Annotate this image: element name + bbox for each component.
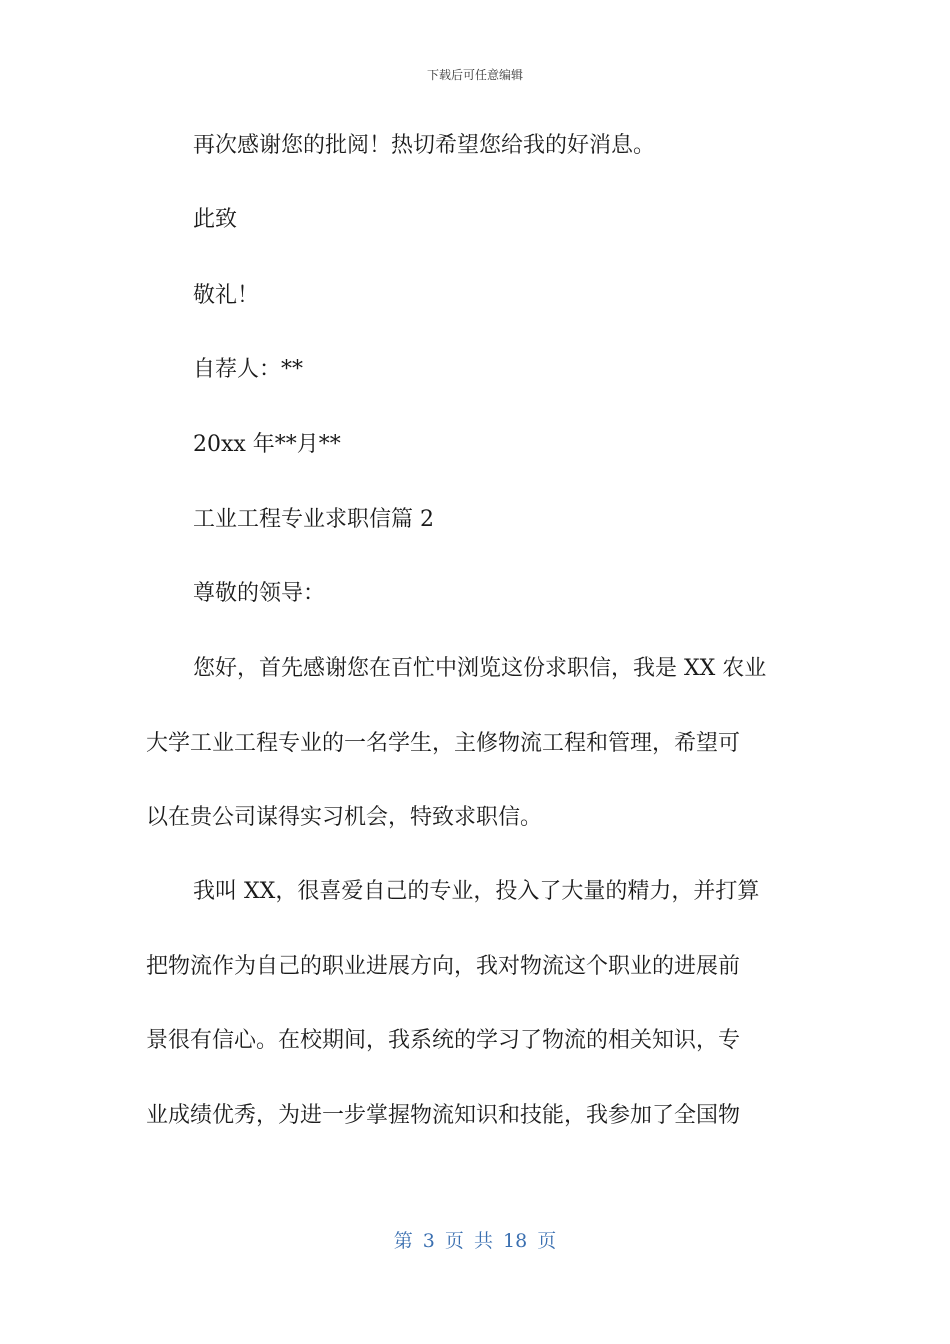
text-line: 自荐人：**: [193, 357, 304, 382]
text-line: 景很有信心。在校期间，我系统的学习了物流的相关知识，专: [146, 1028, 741, 1053]
text-line: 业成绩优秀，为进一步掌握物流知识和技能，我参加了全国物: [146, 1103, 741, 1128]
text-line: 敬礼！: [193, 283, 260, 308]
text-line: 您好，首先感谢您在百忙中浏览这份求职信，我是 XX 农业: [193, 656, 767, 681]
page-footer: 第 3 页 共 18 页: [393, 1230, 557, 1252]
salutation: 尊敬的领导：: [193, 581, 326, 606]
text-line: 把物流作为自己的职业进展方向，我对物流这个职业的进展前: [146, 954, 741, 979]
header-note: 下载后可任意编辑: [426, 68, 523, 82]
text-line: 此致: [193, 207, 238, 232]
text-line: 20xx 年**月**: [193, 432, 341, 457]
text-line: 再次感谢您的批阅！热切希望您给我的好消息。: [193, 133, 656, 158]
text-line: 大学工业工程专业的一名学生，主修物流工程和管理，希望可: [146, 731, 741, 756]
text-line: 我叫 XX，很喜爱自己的专业，投入了大量的精力，并打算: [193, 879, 760, 904]
section-heading: 工业工程专业求职信篇 2: [193, 507, 434, 532]
text-line: 以在贵公司谋得实习机会，特致求职信。: [146, 805, 543, 830]
